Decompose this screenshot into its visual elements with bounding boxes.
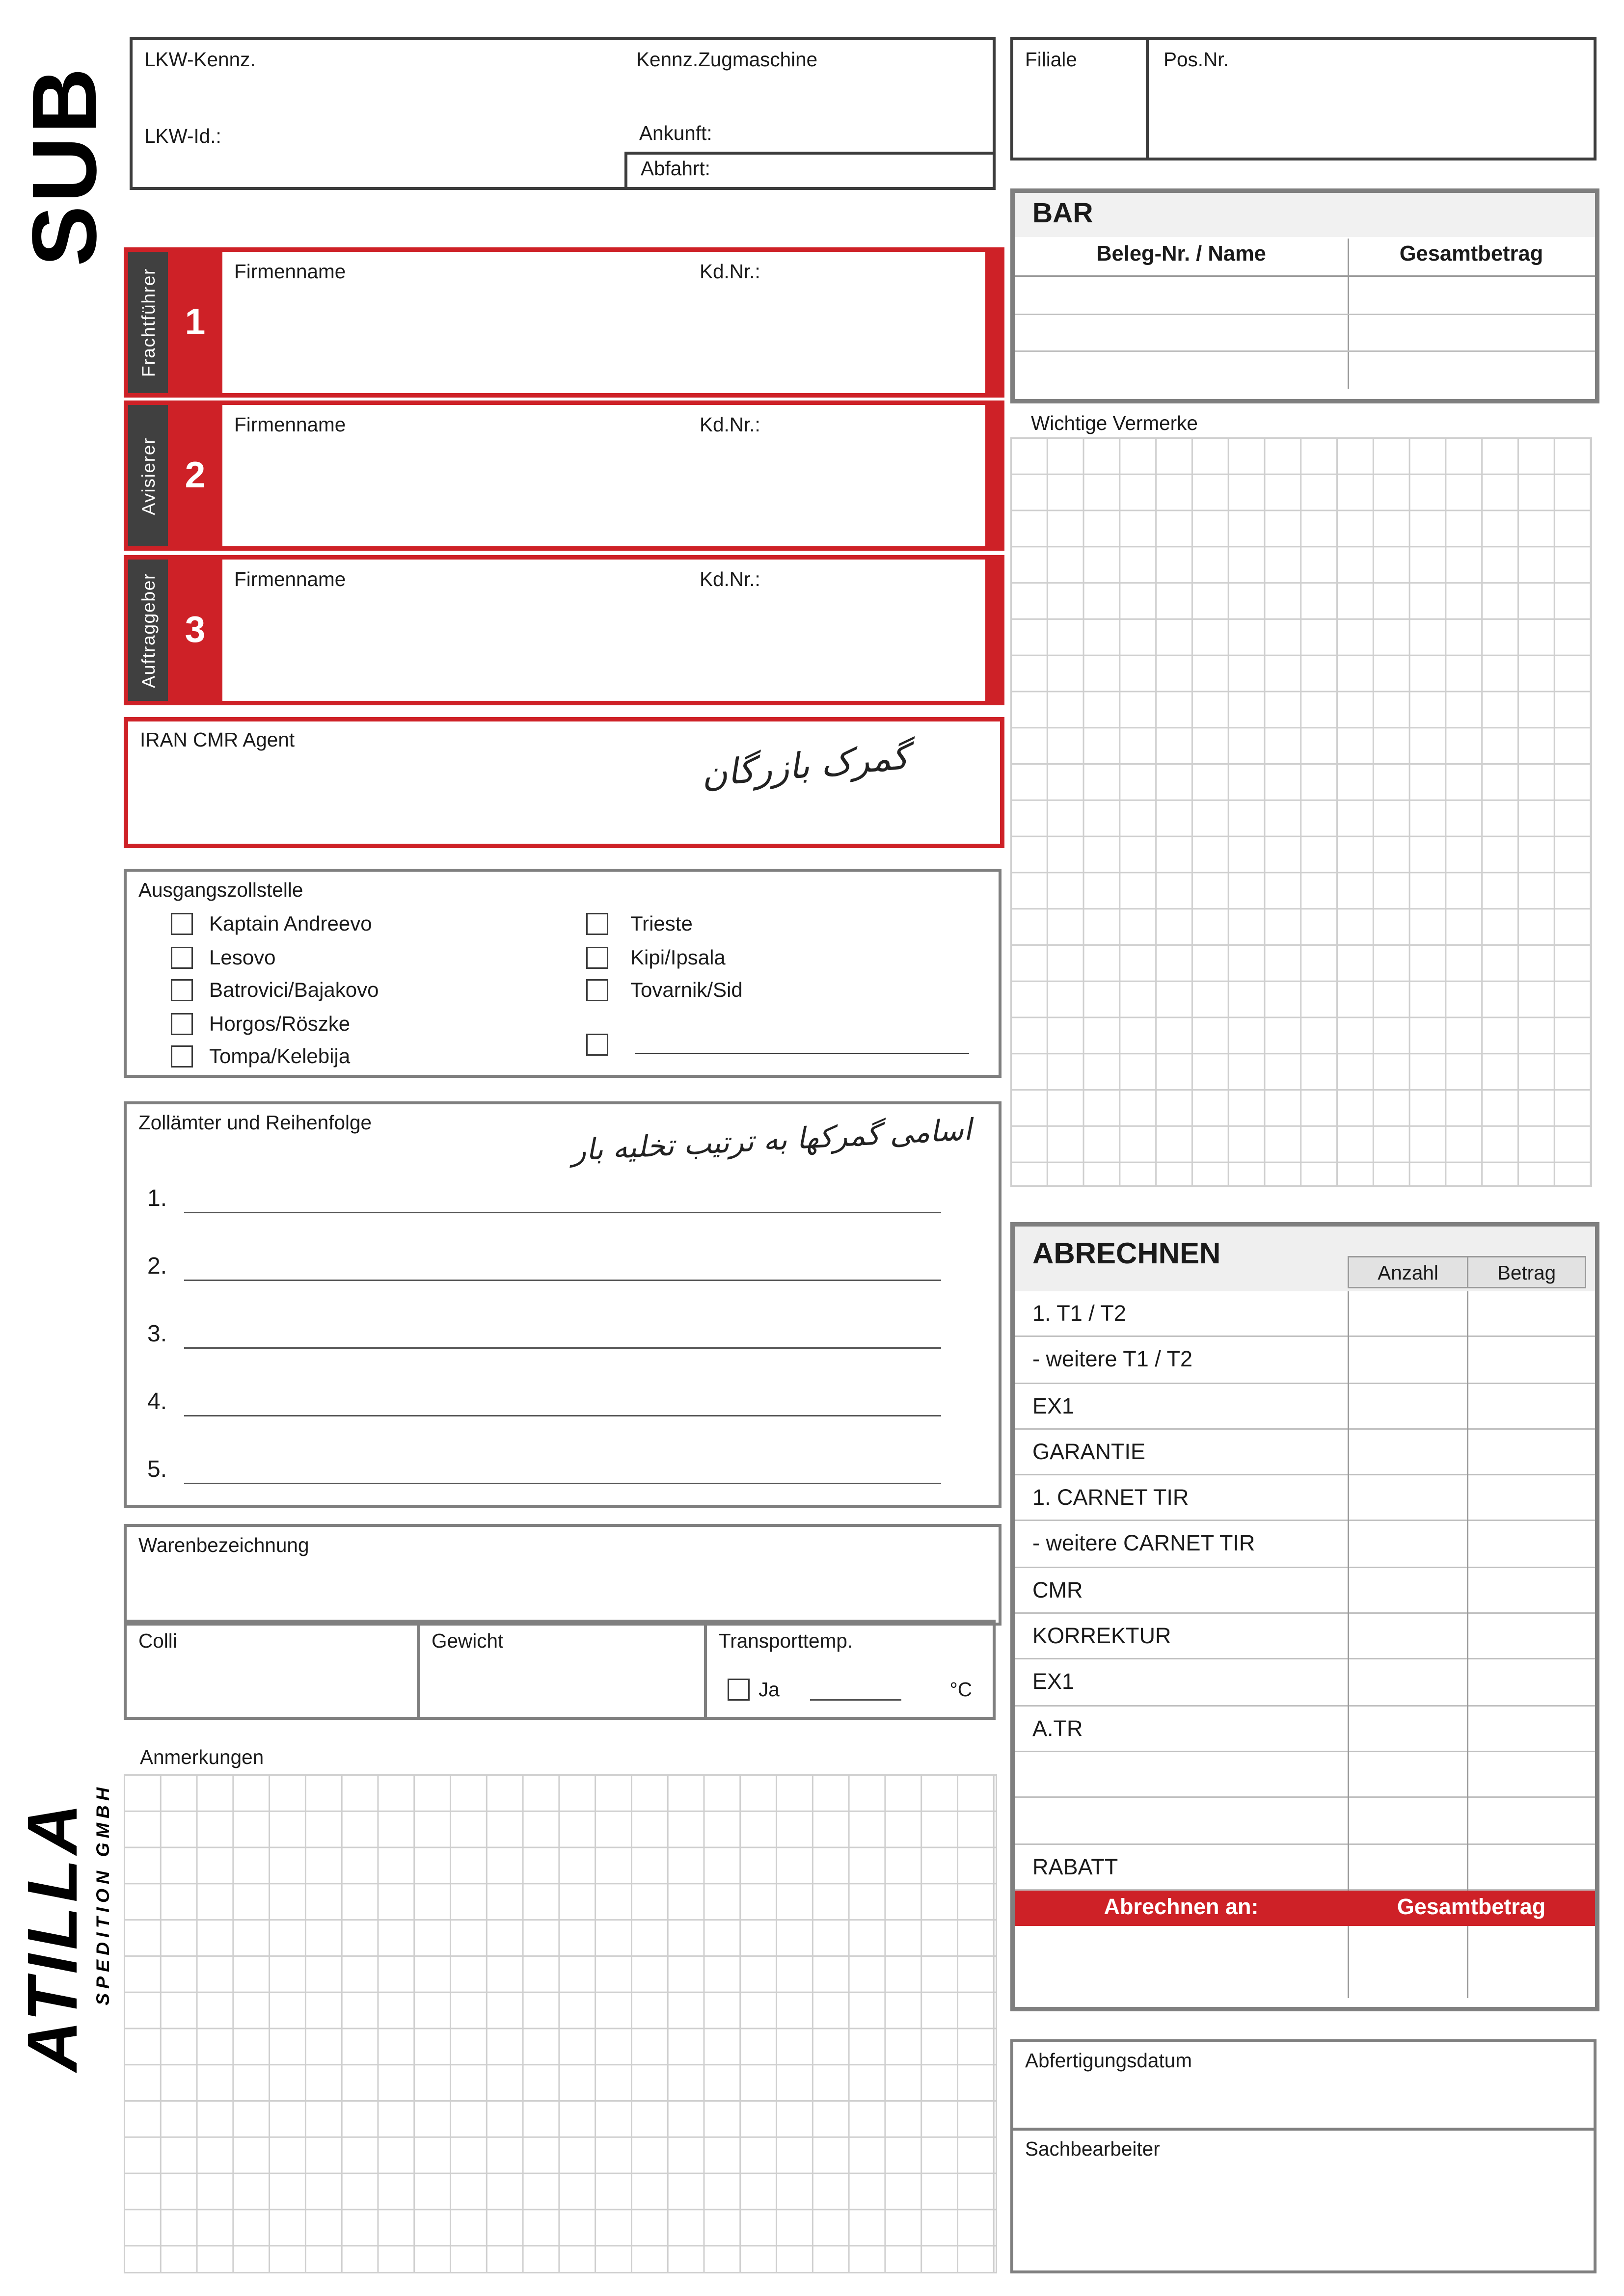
- abrechnen-section: [1010, 1222, 1599, 2011]
- row-label: EX1: [1032, 1393, 1075, 1419]
- bar-table-body[interactable]: [1015, 277, 1595, 389]
- anmerkungen-label: Anmerkungen: [140, 1746, 264, 1768]
- checkbox-tompa-kelebija[interactable]: [171, 1045, 193, 1068]
- option-label: Lesovo: [209, 945, 276, 969]
- red-stripe: [985, 405, 1000, 546]
- abfertigungsdatum-box[interactable]: [1010, 2039, 1597, 2136]
- option-label: Batrovici/Bajakovo: [209, 978, 379, 1001]
- abrechnen-row[interactable]: [1015, 1337, 1595, 1384]
- checkbox-trieste[interactable]: [586, 913, 608, 935]
- colli-cell[interactable]: [124, 1620, 420, 1720]
- bar-row-line: [1015, 350, 1595, 352]
- abfahrt-label: Abfahrt:: [641, 158, 710, 180]
- option-label: Kipi/Ipsala: [630, 945, 726, 969]
- transporttemp-cell: [707, 1620, 996, 1720]
- ankunft-label: Ankunft:: [639, 122, 712, 144]
- role-label: Frachtführer: [137, 267, 159, 377]
- handwriting-zollaemter: اسامی گمرکها به ترتیب تخلیه بار: [571, 1111, 973, 1168]
- checkbox-kaptain-andreevo[interactable]: [171, 913, 193, 935]
- red-stripe: [985, 560, 1000, 701]
- abrechnen-row[interactable]: [1015, 1798, 1595, 1844]
- red-stripe: [985, 252, 1000, 393]
- bar-row-line: [1015, 314, 1595, 315]
- column-divider: [1467, 1926, 1468, 1998]
- lkw-id-label: LKW-Id.:: [144, 125, 221, 147]
- checkbox-lesovo[interactable]: [171, 947, 193, 969]
- party-box-auftraggeber: [124, 555, 1004, 705]
- fill-line-zollamt-5[interactable]: [184, 1483, 941, 1484]
- abfahrt-cell[interactable]: [624, 152, 996, 190]
- spedition-gmbh-label: SPEDITION GMBH: [93, 1782, 113, 2005]
- row-label: EX1: [1032, 1670, 1075, 1696]
- option-label: Tovarnik/Sid: [630, 978, 743, 1001]
- abrechnen-total-area[interactable]: [1015, 1926, 1595, 1998]
- ausgangszollstelle-box: [124, 869, 1001, 1078]
- party-box-avisierer: [124, 400, 1004, 551]
- abrechnen-rows: [1015, 1291, 1595, 1891]
- line-number: 2.: [147, 1255, 167, 1280]
- abfertigungsdatum-label: Abfertigungsdatum: [1025, 2050, 1192, 2072]
- abrechnen-row[interactable]: [1015, 1752, 1595, 1798]
- option-label: Tompa/Kelebija: [209, 1044, 351, 1068]
- option-label: Horgos/Röszke: [209, 1012, 351, 1035]
- column-divider: [1348, 1926, 1349, 1998]
- row-label: KORREKTUR: [1032, 1624, 1171, 1650]
- checkbox-other[interactable]: [586, 1034, 608, 1056]
- fill-line-temperature[interactable]: [810, 1699, 901, 1701]
- role-label: Auftraggeber: [137, 572, 159, 688]
- line-number: 5.: [147, 1458, 167, 1483]
- abrechnen-an-label: Abrechnen an:: [1104, 1895, 1259, 1920]
- checkbox-horgos-roeszke[interactable]: [171, 1013, 193, 1035]
- line-number: 4.: [147, 1390, 167, 1415]
- fill-line-zollamt-1[interactable]: [184, 1212, 941, 1213]
- iran-cmr-agent-label: IRAN CMR Agent: [140, 729, 295, 751]
- bar-col-beleg-nr-name: Beleg-Nr. / Name: [1096, 243, 1266, 267]
- party-number: 3: [168, 560, 222, 701]
- filiale-label: Filiale: [1025, 49, 1077, 71]
- row-label: - weitere CARNET TIR: [1032, 1532, 1255, 1557]
- gewicht-label: Gewicht: [432, 1630, 504, 1652]
- abrechnen-row[interactable]: [1015, 1614, 1595, 1660]
- sub-logo: SUB: [15, 65, 116, 267]
- abrechnen-row[interactable]: [1015, 1476, 1595, 1522]
- abrechnen-row[interactable]: [1015, 1660, 1595, 1706]
- ja-label: Ja: [758, 1679, 780, 1701]
- option-label: Kaptain Andreevo: [209, 911, 372, 935]
- row-label: A.TR: [1032, 1716, 1083, 1742]
- firmenname-label: Firmenname: [234, 261, 346, 283]
- firmenname-label: Firmenname: [234, 568, 346, 590]
- abrechnen-title: ABRECHNEN: [1032, 1238, 1221, 1271]
- fill-line-zollamt-4[interactable]: [184, 1415, 941, 1416]
- abrechnen-row[interactable]: [1015, 1568, 1595, 1614]
- row-label: CMR: [1032, 1578, 1083, 1603]
- handwriting-iran-agent: گمرک بازرگان: [699, 736, 910, 796]
- abrechnen-row[interactable]: [1015, 1384, 1595, 1430]
- lkw-kennz-label: LKW-Kennz.: [144, 49, 256, 71]
- column-divider: [1348, 1291, 1349, 1891]
- measures-row: [124, 1620, 996, 1720]
- abrechnen-footer-band: [1015, 1891, 1595, 1926]
- celsius-label: °C: [949, 1679, 972, 1701]
- abrechnen-row[interactable]: [1015, 1430, 1595, 1476]
- warenbezeichnung-box[interactable]: [124, 1524, 1001, 1626]
- atilla-logo: ATILLA: [15, 1798, 93, 2071]
- checkbox-tovarnik-sid[interactable]: [586, 979, 608, 1001]
- kdnr-label: Kd.Nr.:: [700, 261, 760, 283]
- role-label: Avisierer: [137, 436, 159, 515]
- party-number: 1: [168, 252, 222, 393]
- firmenname-label: Firmenname: [234, 414, 346, 436]
- abrechnen-row[interactable]: [1015, 1706, 1595, 1752]
- zollaemter-label: Zollämter und Reihenfolge: [138, 1112, 372, 1134]
- wichtige-vermerke-label: Wichtige Vermerke: [1031, 412, 1198, 434]
- truck-info-box: [130, 37, 996, 190]
- kdnr-label: Kd.Nr.:: [700, 414, 760, 436]
- filiale-divider: [1146, 40, 1149, 158]
- sachbearbeiter-box[interactable]: [1010, 2128, 1597, 2273]
- option-label: Trieste: [630, 911, 693, 935]
- role-band: [128, 252, 168, 393]
- party-box-frachtfuehrer: [124, 247, 1004, 398]
- transporttemp-label: Transporttemp.: [719, 1630, 853, 1652]
- checkbox-kipi-ipsala[interactable]: [586, 947, 608, 969]
- checkbox-ja[interactable]: [728, 1679, 750, 1701]
- abrechnen-row[interactable]: [1015, 1522, 1595, 1568]
- row-label: - weitere T1 / T2: [1032, 1347, 1192, 1373]
- anmerkungen-grid[interactable]: [124, 1774, 997, 2273]
- betrag-header: Betrag: [1467, 1256, 1586, 1288]
- column-divider: [1467, 1291, 1468, 1891]
- anzahl-header: Anzahl: [1348, 1256, 1468, 1288]
- gesamtbetrag-label: Gesamtbetrag: [1397, 1895, 1546, 1920]
- ausgangszollstelle-label: Ausgangszollstelle: [138, 879, 303, 901]
- checkbox-batrovici-bajakovo[interactable]: [171, 979, 193, 1001]
- fill-line-zollamt-3[interactable]: [184, 1347, 941, 1349]
- pos-nr-label: Pos.Nr.: [1164, 49, 1229, 71]
- filiale-box: [1010, 37, 1597, 160]
- gewicht-cell[interactable]: [420, 1620, 707, 1720]
- sachbearbeiter-label: Sachbearbeiter: [1025, 2138, 1160, 2160]
- fill-line-zollamt-2[interactable]: [184, 1280, 941, 1281]
- bar-col-gesamtbetrag: Gesamtbetrag: [1399, 243, 1543, 267]
- wichtige-vermerke-grid[interactable]: [1010, 437, 1592, 1187]
- row-label: 1. T1 / T2: [1032, 1302, 1126, 1327]
- abrechnen-row[interactable]: [1015, 1844, 1595, 1891]
- fill-line-other-zollstelle[interactable]: [635, 1034, 969, 1054]
- line-number: 3.: [147, 1322, 167, 1347]
- party-number: 2: [168, 405, 222, 546]
- abrechnen-row[interactable]: [1015, 1291, 1595, 1337]
- line-number: 1.: [147, 1187, 167, 1212]
- warenbezeichnung-label: Warenbezeichnung: [138, 1534, 309, 1556]
- row-label: RABATT: [1032, 1854, 1118, 1880]
- row-label: 1. CARNET TIR: [1032, 1486, 1189, 1511]
- row-label: GARANTIE: [1032, 1440, 1146, 1465]
- zollaemter-box: [124, 1101, 1001, 1508]
- bar-header-row: [1015, 237, 1595, 277]
- bar-section: [1010, 188, 1599, 403]
- abrechnen-header: [1015, 1227, 1595, 1291]
- bar-title: BAR: [1015, 193, 1595, 237]
- iran-cmr-agent-box[interactable]: [124, 717, 1004, 848]
- role-band: [128, 560, 168, 701]
- colli-label: Colli: [138, 1630, 177, 1652]
- kdnr-label: Kd.Nr.:: [700, 568, 760, 590]
- role-band: [128, 405, 168, 546]
- kennz-zugmaschine-label: Kennz.Zugmaschine: [636, 49, 818, 71]
